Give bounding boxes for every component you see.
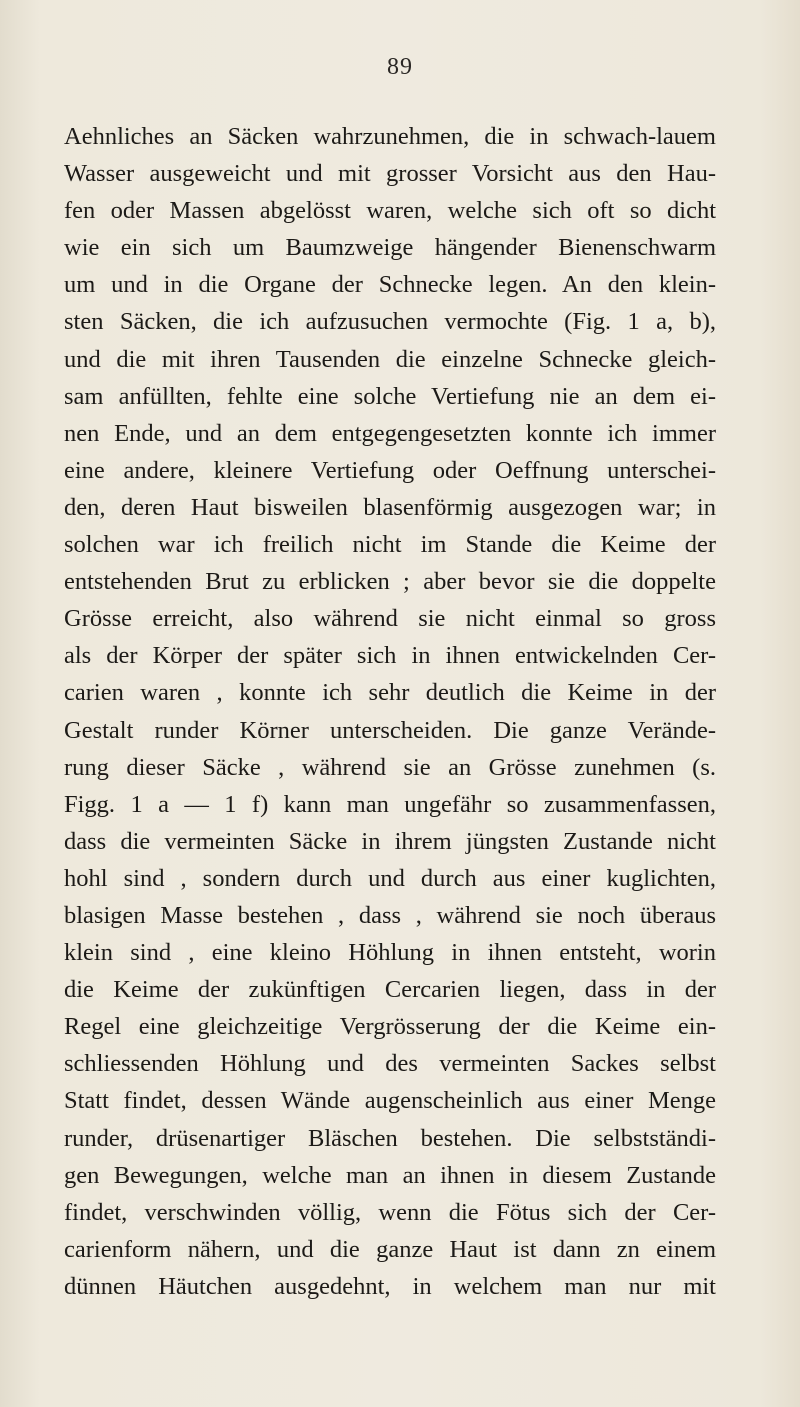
- text-line: Gestalt runder Körner unterscheiden. Die ganze Verände-: [64, 716, 716, 744]
- text-line: Wasser ausgeweicht und mit grosser Vorsicht aus den Hau-: [64, 160, 716, 188]
- text-line: entstehenden Brut zu erblicken ; aber bevor sie die doppelte: [64, 568, 716, 596]
- text-line: carienform nähern, und die ganze Haut ist dann zn einem: [64, 1235, 716, 1263]
- text-line: solchen war ich freilich nicht im Stande die Keime der: [64, 531, 716, 559]
- text-line: hohl sind , sondern durch und durch aus einer kuglichten,: [64, 864, 716, 892]
- text-line: Grösse erreicht, also während sie nicht einmal so gross: [64, 605, 716, 633]
- text-line: Aehnliches an Säcken wahrzunehmen, die in schwach-lauem: [64, 123, 716, 150]
- text-line: Statt findet, dessen Wände augenscheinlich aus einer Menge: [64, 1087, 716, 1115]
- text-line: die Keime der zukünftigen Cercarien liegen, dass in der: [64, 976, 716, 1004]
- body-text: [64, 118, 716, 1305]
- text-line: den, deren Haut bisweilen blasenförmig ausgezogen war; in: [64, 493, 716, 521]
- text-line: schliessenden Höhlung und des vermeinten Sackes selbst: [64, 1050, 716, 1078]
- text-line: wie ein sich um Baumzweige hängender Bienenschwarm: [64, 234, 716, 262]
- text-line: dünnen Häutchen ausgedehnt, in welchem man nur mit: [64, 1272, 716, 1300]
- text-line: sten Säcken, die ich aufzusuchen vermochte (Fig. 1 a, b),: [64, 308, 716, 336]
- text-line: gen Bewegungen, welche man an ihnen in diesem Zustande: [64, 1161, 716, 1189]
- text-line: dass die vermeinten Säcke in ihrem jüngsten Zustande nicht: [64, 827, 716, 855]
- text-line: rung dieser Säcke , während sie an Grösse zunehmen (s.: [64, 753, 716, 781]
- text-line: runder, drüsenartiger Bläschen bestehen. Die selbstständi-: [64, 1124, 716, 1152]
- text-line: als der Körper der später sich in ihnen entwickelnden Cer-: [64, 642, 716, 670]
- text-line: findet, verschwinden völlig, wenn die Fötus sich der Cer-: [64, 1198, 716, 1226]
- text-line: Regel eine gleichzeitige Vergrösserung der die Keime ein-: [64, 1013, 716, 1041]
- text-line: eine andere, kleinere Vertiefung oder Oeffnung unterschei-: [64, 456, 716, 484]
- page-number: 89: [387, 54, 413, 80]
- text-line: um und in die Organe der Schnecke legen. An den klein-: [64, 271, 716, 299]
- text-line: und die mit ihren Tausenden die einzelne Schnecke gleich-: [64, 345, 716, 373]
- text-line: klein sind , eine kleino Höhlung in ihnen entsteht, worin: [64, 939, 716, 967]
- text-line: blasigen Masse bestehen , dass , während sie noch überaus: [64, 901, 716, 929]
- text-line: fen oder Massen abgelösst waren, welche sich oft so dicht: [64, 197, 716, 225]
- text-line: sam anfüllten, fehlte eine solche Vertiefung nie an dem ei-: [64, 382, 716, 410]
- text-line: nen Ende, und an dem entgegengesetzten konnte ich immer: [64, 419, 716, 447]
- text-line: carien waren , konnte ich sehr deutlich die Keime in der: [64, 679, 716, 707]
- text-line: Figg. 1 a — 1 f) kann man ungefähr so zusammenfassen,: [64, 790, 716, 818]
